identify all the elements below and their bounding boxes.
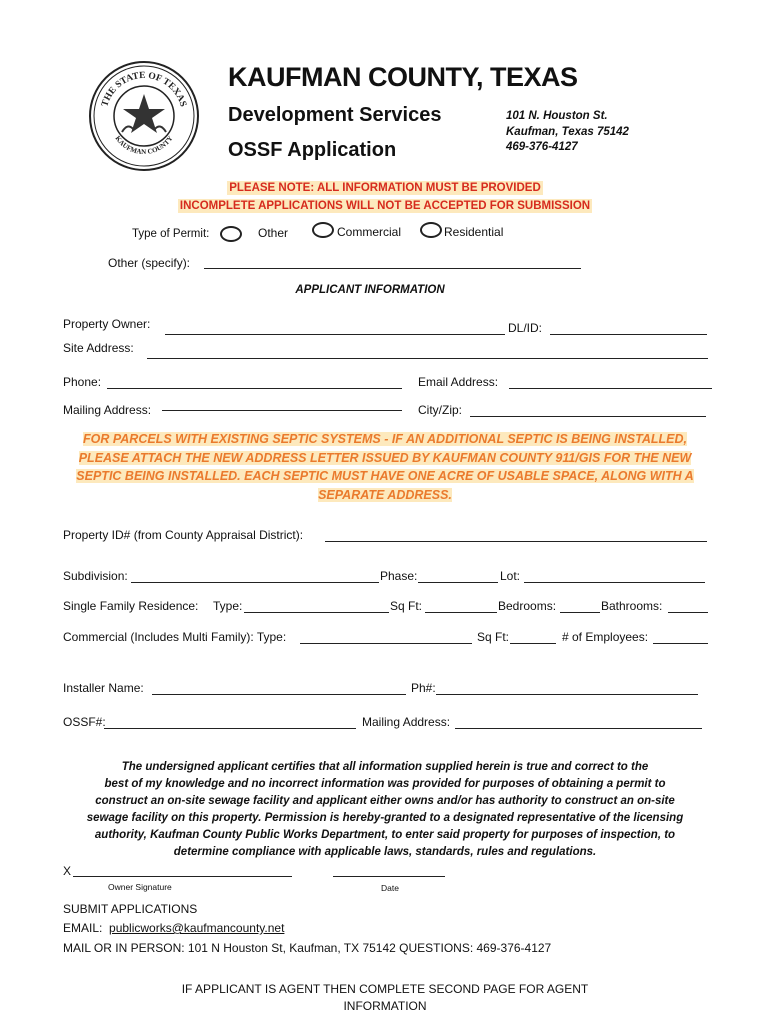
sfr-type-field[interactable] xyxy=(244,612,389,613)
installer-name-field[interactable] xyxy=(152,694,406,695)
permit-commercial-radio[interactable] xyxy=(312,222,334,238)
other-specify-label: Other (specify): xyxy=(108,256,191,270)
notice-line-2: INCOMPLETE APPLICATIONS WILL NOT BE ACCEPTED FOR SUBMISSION xyxy=(179,200,591,212)
subdivision-label: Subdivision: xyxy=(63,569,128,583)
office-address xyxy=(506,109,629,156)
permit-other-label: Other xyxy=(258,226,289,240)
installer-phone-label: Ph#: xyxy=(411,681,436,695)
certification-line-1: The undersigned applicant certifies that all information supplied herein is true and correct to the xyxy=(121,761,649,773)
phone-field[interactable] xyxy=(107,388,402,389)
commercial-sqft-field[interactable] xyxy=(510,643,556,644)
lot-field[interactable] xyxy=(524,582,705,583)
sfr-sqft-label: Sq Ft: xyxy=(390,599,423,613)
property-id-label: Property ID# (from County Appraisal District): xyxy=(63,528,304,542)
ossf-number-label: OSSF#: xyxy=(63,715,106,729)
installer-mailing-field[interactable] xyxy=(455,728,702,729)
permit-type-label: Type of Permit: xyxy=(132,228,210,240)
commercial-type-label: Commercial (Includes Multi Family): Type: xyxy=(63,630,287,644)
lot-label: Lot: xyxy=(500,569,521,583)
permit-residential-radio[interactable] xyxy=(420,222,442,238)
bathrooms-label: Bathrooms: xyxy=(601,599,663,613)
certification-line-4: sewage facility on this property. Permission is hereby-granted to a designated representative of the licensing xyxy=(86,812,684,824)
phase-field[interactable] xyxy=(418,582,498,583)
signature-x-mark: X xyxy=(63,864,72,878)
footer-line-2: INFORMATION xyxy=(343,999,427,1013)
commercial-sqft-label: Sq Ft: xyxy=(477,630,510,644)
warning-line-2: PLEASE ATTACH THE NEW ADDRESS LETTER ISSUED BY KAUFMAN COUNTY 911/GIS FOR THE NEW xyxy=(78,450,692,465)
department-name: Development Services xyxy=(228,104,442,126)
dl-id-field[interactable] xyxy=(550,334,707,335)
email-field[interactable] xyxy=(509,388,712,389)
owner-signature-field[interactable] xyxy=(73,876,292,877)
other-specify-field[interactable] xyxy=(204,268,581,269)
permit-residential-label: Residential xyxy=(444,225,504,239)
submit-mail-info: MAIL OR IN PERSON: 101 N Houston St, Kaufman, TX 75142 QUESTIONS: 469-376-4127 xyxy=(63,941,552,955)
city-zip-label: City/Zip: xyxy=(418,403,463,417)
office-phone: 469-376-4127 xyxy=(506,141,578,153)
bedrooms-label: Bedrooms: xyxy=(498,599,557,613)
sfr-sqft-field[interactable] xyxy=(425,612,497,613)
signature-date-field[interactable] xyxy=(333,876,445,877)
signature-date-label: Date xyxy=(381,883,399,893)
bedrooms-field[interactable] xyxy=(560,612,600,613)
bathrooms-field[interactable] xyxy=(668,612,708,613)
employees-field[interactable] xyxy=(653,643,708,644)
submit-email-link[interactable]: publicworks@kaufmancounty.net xyxy=(109,921,285,935)
commercial-type-field[interactable] xyxy=(300,643,472,644)
property-id-field[interactable] xyxy=(325,541,707,542)
ossf-number-field[interactable] xyxy=(104,728,356,729)
subdivision-field[interactable] xyxy=(131,582,379,583)
mailing-address-label: Mailing Address: xyxy=(63,403,152,417)
submit-email-label: EMAIL: xyxy=(63,921,103,935)
submit-email-row xyxy=(63,921,284,935)
applicant-heading: APPLICANT INFORMATION xyxy=(295,284,445,296)
installer-phone-field[interactable] xyxy=(436,694,698,695)
address-line-1: 101 N. Houston St. xyxy=(506,110,608,122)
owner-signature-label: Owner Signature xyxy=(108,882,172,892)
email-label: Email Address: xyxy=(418,375,499,389)
site-address-label: Site Address: xyxy=(63,341,134,355)
certification-line-2: best of my knowledge and no incorrect information was provided for purposes of obtaining a permit to xyxy=(104,778,666,790)
sfr-type-label: Type: xyxy=(213,599,243,613)
certification-line-3: construct an on-site sewage facility and applicant either owns and/or has authority to construct an on-site xyxy=(95,795,675,807)
form-title: OSSF Application xyxy=(228,139,397,161)
warning-line-4: SEPARATE ADDRESS. xyxy=(318,487,452,502)
svg-text:KAUFMAN COUNTY: KAUFMAN COUNTY xyxy=(113,134,175,157)
address-line-2: Kaufman, Texas 75142 xyxy=(506,125,629,138)
certification-line-6: determine compliance with applicable laws, standards, rules and regulations. xyxy=(173,846,597,858)
mailing-address-field[interactable] xyxy=(162,410,402,411)
employees-label: # of Employees: xyxy=(562,630,649,644)
phase-label: Phase: xyxy=(380,569,418,583)
site-address-field[interactable] xyxy=(147,358,708,359)
property-owner-label: Property Owner: xyxy=(63,317,151,331)
dl-id-label: DL/ID: xyxy=(508,321,543,335)
permit-commercial-label: Commercial xyxy=(337,225,402,239)
submit-heading: SUBMIT APPLICATIONS xyxy=(63,902,198,916)
agent-footer-note xyxy=(0,981,770,1015)
certification-statement xyxy=(60,759,710,861)
sfr-label: Single Family Residence: xyxy=(63,599,199,613)
permit-other-radio[interactable] xyxy=(220,226,242,242)
warning-line-3: SEPTIC BEING INSTALLED. EACH SEPTIC MUST HAVE ONE ACRE OF USABLE SPACE, ALONG WITH A xyxy=(76,469,694,483)
county-seal-logo xyxy=(88,60,200,172)
septic-warning xyxy=(70,430,700,504)
warning-line-1: FOR PARCELS WITH EXISTING SEPTIC SYSTEMS - IF AN ADDITIONAL SEPTIC IS BEING INSTALLED, xyxy=(83,432,687,446)
installer-mailing-label: Mailing Address: xyxy=(362,715,451,729)
certification-line-5: authority, Kaufman County Public Works Department, to enter said property for purposes of inspection, to xyxy=(94,829,676,841)
phone-label: Phone: xyxy=(63,375,102,389)
installer-name-label: Installer Name: xyxy=(63,681,144,695)
property-owner-field[interactable] xyxy=(165,334,505,335)
city-zip-field[interactable] xyxy=(470,416,706,417)
footer-line-1: IF APPLICANT IS AGENT THEN COMPLETE SECOND PAGE FOR AGENT xyxy=(181,982,589,996)
county-title: KAUFMAN COUNTY, TEXAS xyxy=(228,62,578,92)
svg-text:THE STATE OF TEXAS: THE STATE OF TEXAS xyxy=(100,70,188,109)
notice-line-1: PLEASE NOTE: ALL INFORMATION MUST BE PROVIDED xyxy=(229,182,541,194)
